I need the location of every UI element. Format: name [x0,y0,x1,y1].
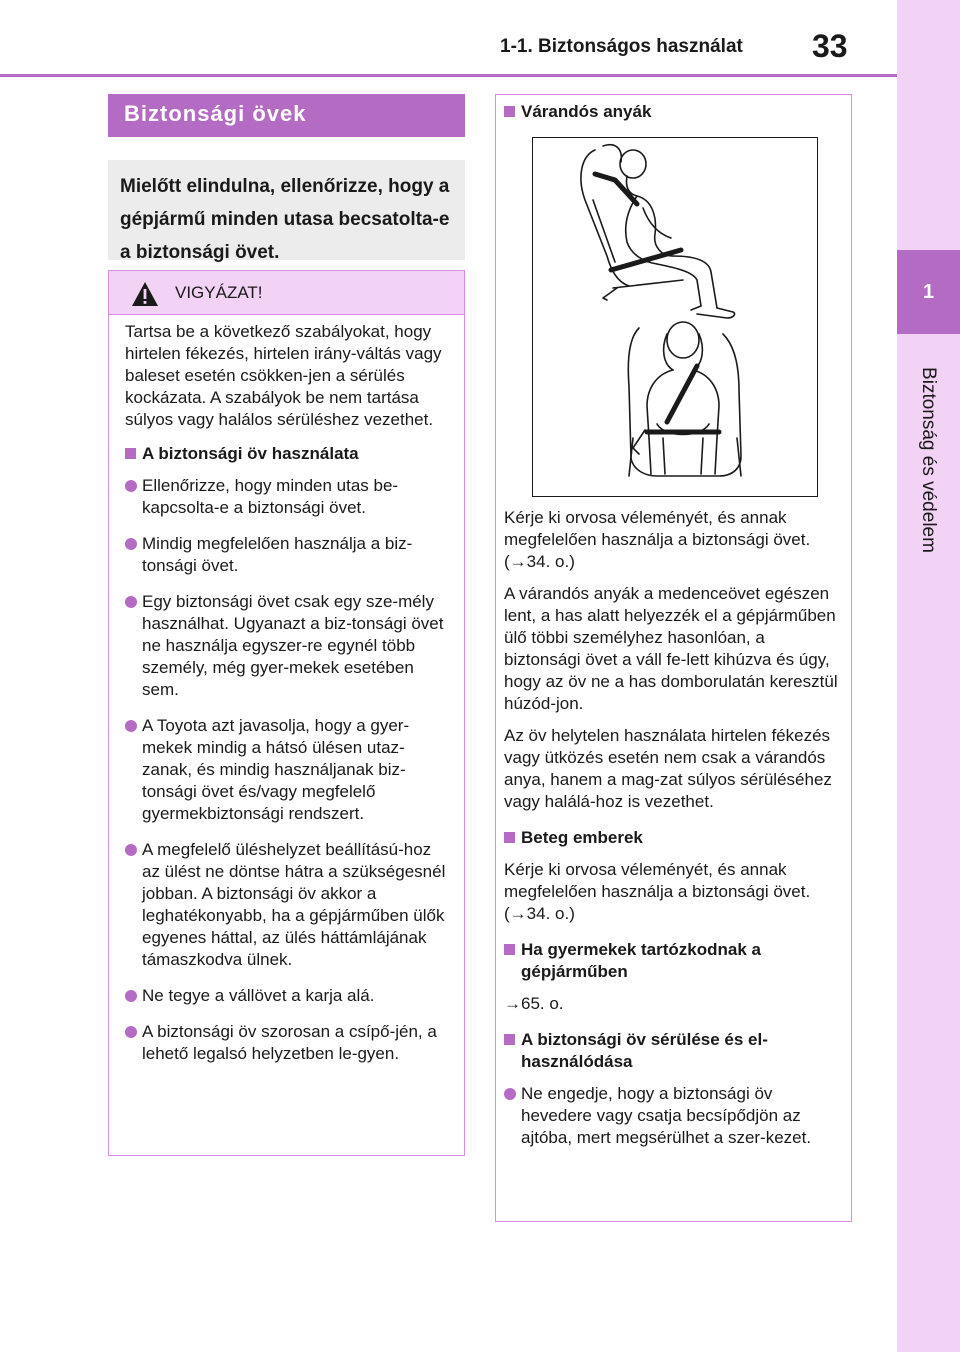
children-heading: Ha gyermekek tartózkodnak a gépjárműben [504,939,839,983]
bullet-dot-icon [125,538,137,550]
pregnant-paragraph-1: Kérje ki orvosa véleményét, és annak megfelelően használja a biztonsági övet. (→34. o.) [504,508,811,571]
pregnant-paragraph-3: Az öv helytelen használata hirtelen fékezés vagy ütközés esetén nem csak a várandós anya, hanem a mag-zat súlyos sérüléséhez vagy halálá-hoz is vezethet. [504,726,832,811]
square-bullet-icon [504,1034,515,1045]
header-title: 1-1. Biztonságos használat [500,36,743,57]
warning-intro: Tartsa be a következő szabályokat, hogy hirtelen fékezés, hirtelen irány-váltás vagy baleset esetén csökken-jen a sérülés kockázata. A szabályok be nem tartása súlyos vagy halálos sérüléshez vezethet. [125,322,442,429]
bullet-dot-icon [504,1088,516,1100]
bullet-dot-icon [125,596,137,608]
list-item: Ne engedje, hogy a biztonsági öv hevedere vagy csatja becsípődjön az ajtóba, mert megsérülhet a szer-kezet. [504,1083,839,1149]
square-bullet-icon [125,448,136,459]
ill-paragraph: Kérje ki orvosa véleményét, és annak megfelelően használja a biztonsági övet. (→34. o.) [504,860,811,923]
list-item: A biztonsági öv szorosan a csípő-jén, a lehető legalsó helyzetben le-gyen. [125,1021,450,1065]
list-item: Ellenőrizze, hogy minden utas be-kapcsolta-e a biztonsági övet. [125,475,450,519]
warning-subheading: A biztonsági öv használata [125,443,450,465]
list-item: Egy biztonsági övet csak egy sze-mély használhat. Ugyanazt a biz-tonsági övet ne használja egyszer-re egynél több személy, még gyer-mekek esetében sem. [125,591,450,701]
header-rule [0,74,897,77]
seatbelt-illustration [532,137,818,497]
warning-body [109,315,464,1065]
section-banner: Biztonsági övek [108,94,465,137]
list-item: A Toyota azt javasolja, hogy a gyer-mekek mindig a hátsó ülésen utaz-zanak, és mindig használjanak biz-tonsági övet és/vagy megfelelő gyermekbiztonsági rendszert. [125,715,450,825]
pregnant-paragraph-2: A várandós anyák a medenceövet egészen lent, a has alatt helyezzék el a gépjárműben ülő többi személyhez hasonlóan, a biztonsági övet a váll fe-lett kihúzva és úgy, hogy az öv ne a has domborulatán keresztül húzód-jon. [504,584,838,713]
bullet-dot-icon [125,1026,137,1038]
square-bullet-icon [504,106,515,117]
square-bullet-icon [504,832,515,843]
bullet-dot-icon [125,720,137,732]
warning-title: VIGYÁZAT! [175,283,263,302]
list-item: Ne tegye a vállövet a karja alá. [125,985,450,1007]
bullet-dot-icon [125,990,137,1002]
pregnant-heading: Várandós anyák [504,101,839,123]
children-reference: →65. o. [504,994,564,1013]
warning-header [109,271,464,315]
side-tab-label: Biztonság és védelem [918,367,939,553]
side-tab-strip [897,0,960,1352]
right-column-box [495,94,852,1222]
side-tab-chapter: 1 [897,250,960,334]
bullet-dot-icon [125,480,137,492]
ill-heading: Beteg emberek [504,827,839,849]
pregnant-woman-seatbelt-illustration [533,138,816,495]
page-number: 33 [812,28,848,64]
intro-box: Mielőtt elindulna, ellenőrizze, hogy a gépjármű minden utasa becsatolta-e a biztonsági övet. [108,160,465,260]
list-item: A megfelelő üléshelyzet beállítású-hoz az ülést ne döntse hátra a szükségesnél jobban. A biztonsági öv akkor a leghatékonyabb, ha a gépjárműben ülők egyenes háttal, az ülés háttámlájának támaszkodva ülnek. [125,839,450,971]
square-bullet-icon [504,944,515,955]
damage-heading: A biztonsági öv sérülése és el-használódása [504,1029,839,1073]
list-item: Mindig megfelelően használja a biz-tonsági övet. [125,533,450,577]
bullet-dot-icon [125,844,137,856]
warning-triangle-icon [131,281,159,307]
warning-box [108,270,465,1156]
